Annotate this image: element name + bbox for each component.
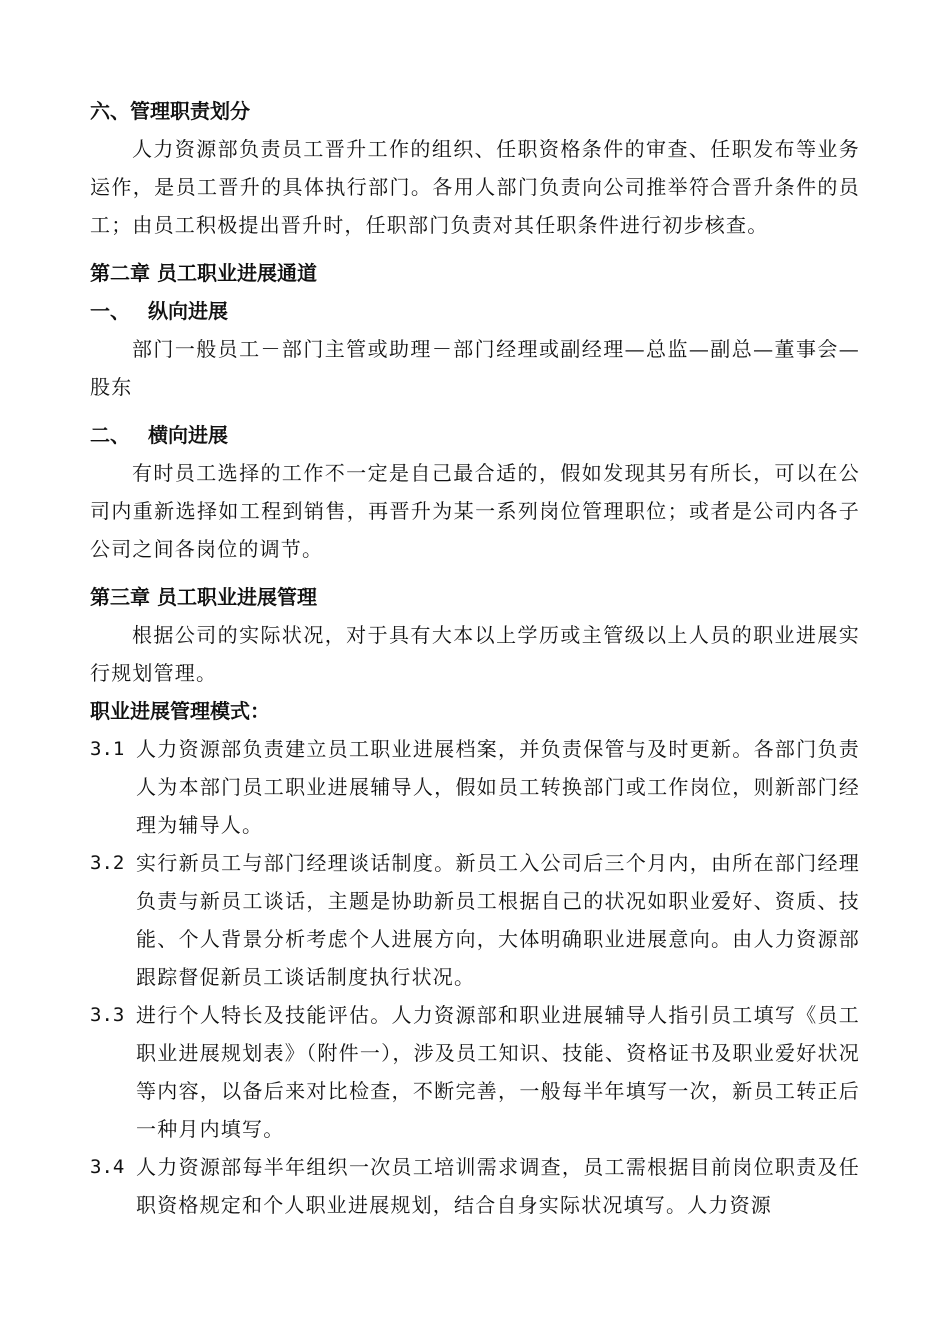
paragraph-vertical-development: 部门一般员工－部门主管或助理－部门经理或副经理—总监—副总—董事会—股东 (90, 337, 860, 399)
list-item-text: 进行个人特长及技能评估。人力资源部和职业进展辅导人指引员工填写《员工职业进展规划表》（附件一），涉及员工知识、技能、资格证书及职业爱好状况等内容，以备后来对比检查，不断完善，一般每半年填写一次，新员工转正后一种月内填写。 (136, 1003, 860, 1141)
list-item (90, 1148, 860, 1224)
list-item-text: 实行新员工与部门经理谈话制度。新员工入公司后三个月内，由所在部门经理负责与新员工谈话，主题是协助新员工根据自己的状况如职业爱好、资质、技能、个人背景分析考虑个人进展方向，大体明确职业进展意向。由人力资源部跟踪督促新员工谈话制度执行状况。 (136, 851, 860, 989)
document-page (90, 92, 860, 1224)
paragraph-horizontal-development: 有时员工选择的工作不一定是自己最合适的，假如发现其另有所长，可以在公司内重新选择如工程到销售，再晋升为某一系列岗位管理职位；或者是公司内各子公司之间各岗位的调节。 (90, 461, 860, 561)
subheading-number: 一、 (90, 299, 130, 323)
subheading-horizontal-development (90, 416, 860, 454)
chapter-2-heading: 第二章 员工职业进展通道 (90, 261, 317, 285)
list-item-number: 3.1 (90, 738, 125, 760)
paragraph-management-duties: 人力资源部负责员工晋升工作的组织、任职资格条件的审查、任职发布等业务运作，是员工晋升的具体执行部门。各用人部门负责向公司推举符合晋升条件的员工；由员工积极提出晋升时，任职部门负责对其任职条件进行初步核查。 (90, 137, 860, 237)
section-heading-management-duties: 六、管理职责划分 (90, 99, 250, 123)
list-item-number: 3.4 (90, 1156, 125, 1178)
list-item-text: 人力资源部负责建立员工职业进展档案，并负责保管与及时更新。各部门负责人为本部门员工职业进展辅导人，假如员工转换部门或工作岗位，则新部门经理为辅导人。 (136, 737, 860, 837)
list-item (90, 730, 860, 844)
list-item-number: 3.2 (90, 852, 125, 874)
list-item-text: 人力资源部每半年组织一次员工培训需求调查，员工需根据目前岗位职责及任职资格规定和个人职业进展规划，结合自身实际状况填写。人力资源 (136, 1155, 860, 1217)
subheading-text: 纵向进展 (148, 299, 228, 323)
list-item (90, 844, 860, 996)
subheading-text: 横向进展 (148, 423, 228, 447)
list-item (90, 996, 860, 1148)
chapter-3-heading: 第三章 员工职业进展管理 (90, 585, 317, 609)
subheading-vertical-development (90, 292, 860, 330)
management-mode-heading: 职业进展管理模式： (90, 699, 270, 723)
subheading-number: 二、 (90, 423, 130, 447)
paragraph-chapter-3-intro: 根据公司的实际状况，对于具有大本以上学历或主管级以上人员的职业进展实行规划管理。 (90, 623, 860, 685)
list-item-number: 3.3 (90, 1004, 125, 1026)
